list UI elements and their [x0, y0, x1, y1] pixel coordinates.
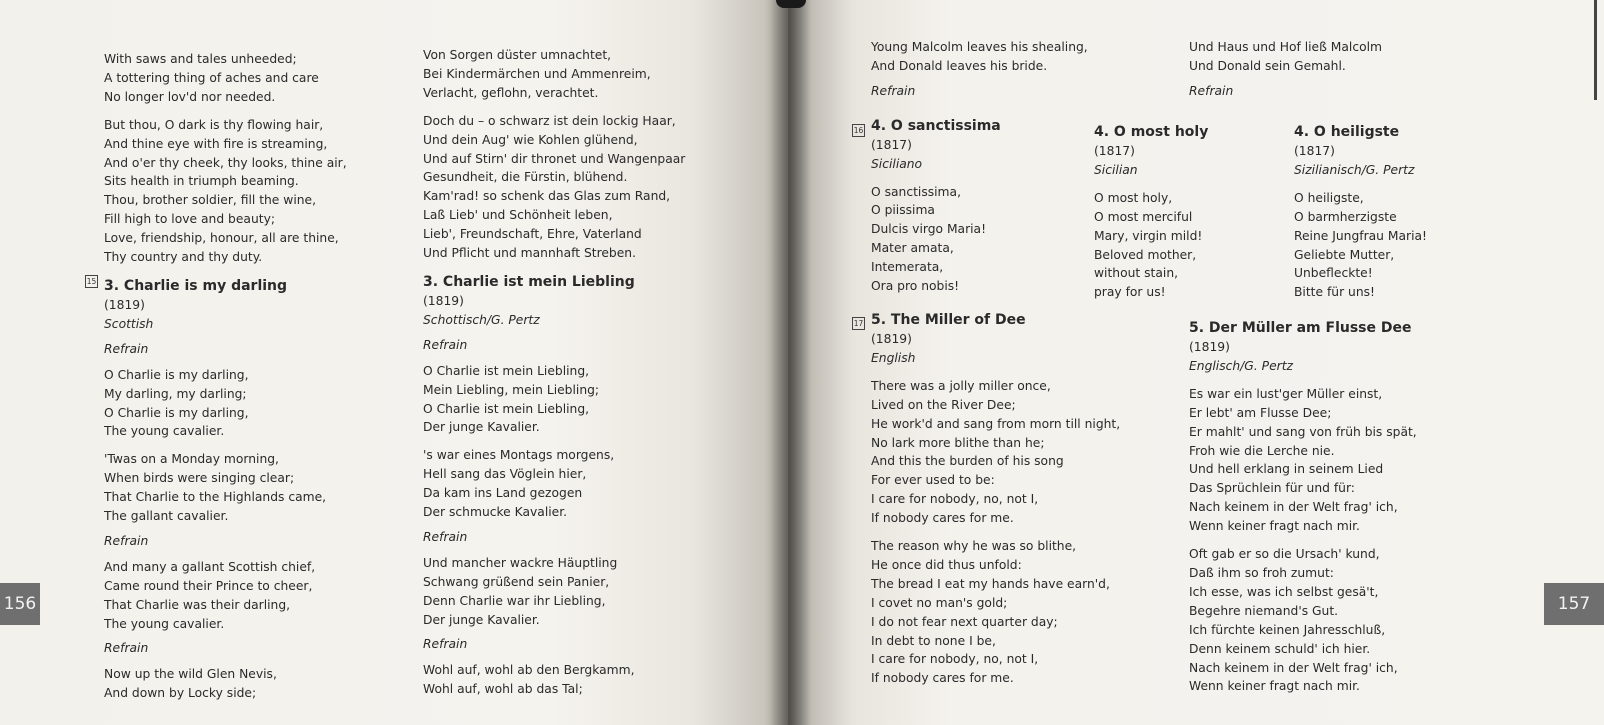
soldier-stanza: But thou, O dark is thy flowing hair, And thine eye with fire is streaming, And o'er thy cheek, thy looks, thine air, Sits health in triumph beaming. Thou, brother soldier, fill the wine, Fill high to love and beauty; Love, friendship, honour, all are thine, Thy country and thy duty. [104, 117, 347, 265]
refrain-lines: O Charlie is my darling, My darling, my darling; O Charlie is my darling, The young cavalier. [104, 367, 249, 439]
page-edge [1594, 0, 1597, 100]
opening-stanza: Von Sorgen düster umnachtet, Bei Kindermärchen und Ammenreim, Verlacht, geflohn, verachtet. [423, 48, 651, 100]
song-title: 4. O heiligste [1294, 124, 1400, 140]
verse: Und mancher wackre Häuptling Schwang grüßend sein Panier, Denn Charlie war ihr Liebling, Der junge Kavalier. [423, 555, 618, 627]
refrain-label: Refrain [423, 337, 468, 352]
opening-lines: Young Malcolm leaves his shealing, And Donald leaves his bride. [871, 40, 1088, 73]
verse: And many a gallant Scottish chief, Came round their Prince to cheer, That Charlie was their darling, The young cavalier. [104, 559, 316, 631]
opening-lines: Und Haus und Hof ließ Malcolm Und Donald sein Gemahl. [1189, 40, 1383, 73]
right-page [788, 0, 1604, 725]
song-origin: English [871, 350, 916, 365]
song-title: 3. Charlie ist mein Liebling [423, 273, 635, 290]
song-year: (1817) [1294, 144, 1335, 158]
song-year: (1819) [423, 293, 464, 308]
song-title: 4. O most holy [1094, 124, 1209, 140]
song-origin: Sicilian [1094, 162, 1138, 177]
refrain-label: Refrain [104, 341, 149, 356]
refrain-label: Refrain [104, 641, 149, 656]
binding-notch [776, 0, 806, 8]
verse: Wohl auf, wohl ab den Bergkamm, Wohl auf, wohl ab das Tal; [423, 663, 635, 697]
right-page-german-hymn [1294, 122, 1427, 302]
soldier-stanza: Doch du – o schwarz ist dein lockig Haar, Und dein Aug' wie Kohlen glühend, Und auf Stirn' dir thronet und Wangenpaar Gesundheit, die Fürstin, blühend. Kam'rad! so schenk das Glas zum Rand, Laß Lieb' und Schönheit leben, Lieb', Freundschaft, Ehre, Vaterland Und Pflicht und mannhaft Streben. [423, 113, 686, 261]
right-page-english-column [871, 38, 1120, 688]
song-year: (1819) [104, 297, 145, 312]
right-page-german-column [1189, 38, 1382, 108]
song-year: (1817) [1094, 144, 1135, 158]
song-title: 5. The Miller of Dee [871, 311, 1026, 328]
left-page-german-column [423, 46, 685, 699]
hymn-lines: O sanctissima, O piissima Dulcis virgo Maria! Mater amata, Intemerata, Ora pro nobis! [871, 184, 987, 294]
left-page-english-column [104, 50, 347, 703]
verse: 'Twas on a Monday morning, When birds were singing clear; That Charlie to the Highlands came, The gallant cavalier. [104, 452, 327, 524]
verse: Es war ein lust'ger Müller einst, Er lebt' am Flusse Dee; Er mahlt' und sang von früh bis spät, Froh wie die Lerche nie. Und hell erklang in seinem Lied Das Sprüchlein für und für: Nach keinem in der Welt frag' ich, Wenn keiner fragt nach mir. [1189, 386, 1417, 534]
song-number-box: 17 [853, 319, 864, 328]
refrain-label: Refrain [1189, 83, 1234, 98]
refrain-label: Refrain [871, 83, 916, 98]
song-origin: Schottisch/G. Pertz [423, 312, 540, 327]
song-origin: Scottish [104, 316, 154, 331]
song-origin: Sizilianisch/G. Pertz [1294, 162, 1415, 177]
right-page-german-miller [1189, 318, 1417, 696]
song-year: (1819) [1189, 340, 1230, 354]
left-page [0, 0, 788, 725]
refrain-label: Refrain [423, 637, 468, 652]
refrain-lines: O Charlie ist mein Liebling, Mein Liebling, mein Liebling; O Charlie ist mein Liebling, Der junge Kavalier. [423, 363, 600, 435]
left-page-number: 156 [0, 583, 40, 625]
hymn-lines: O most holy, O most merciful Mary, virgin mild! Beloved mother, without stain, pray for us! [1094, 190, 1203, 300]
song-title: 4. O sanctissima [871, 117, 1001, 134]
right-page-number: 157 [1544, 583, 1604, 625]
refrain-label: Refrain [423, 529, 468, 544]
refrain-label: Refrain [104, 533, 149, 548]
song-year: (1817) [871, 137, 912, 152]
song-number-box: 16 [853, 126, 864, 135]
song-title: 5. Der Müller am Flusse Dee [1189, 320, 1412, 336]
song-origin: Siciliano [871, 156, 923, 171]
song-year: (1819) [871, 331, 912, 346]
verse: There was a jolly miller once, Lived on the River Dee; He work'd and sang from morn till night, No lark more blithe than he; And this the burden of his song For ever used to be: I care for nobody, no, not I, If nobody cares for me. [871, 378, 1121, 526]
verse: Oft gab er so die Ursach' kund, Daß ihm so froh zumut: Ich esse, was ich selbst gesä't, Begehre niemand's Gut. Ich fürchte keinen Jahresschluß, Denn keinem schuld' ich hier. Nach keinem in der Welt frag' ich, Wenn keiner fragt nach mir. [1189, 547, 1398, 694]
opening-stanza: With saws and tales unheeded; A tottering thing of aches and care No longer lov'd nor needed. [104, 52, 319, 104]
book-spine-shadow [770, 0, 810, 725]
song-origin: Englisch/G. Pertz [1189, 358, 1293, 373]
verse: The reason why he was so blithe, He once did thus unfold: The bread I eat my hands have earn'd, I covet no man's gold; I do not fear next quarter day; In debt to none I be, I care for nobody, no, not I, If nobody cares for me. [871, 539, 1110, 686]
song-number-box: 15 [86, 277, 97, 286]
right-page-translation-column [1094, 122, 1208, 302]
verse: 's war eines Montags morgens, Hell sang das Vöglein hier, Da kam ins Land gezogen Der schmucke Kavalier. [423, 448, 615, 520]
song-title: 3. Charlie is my darling [104, 277, 288, 294]
hymn-lines: O heiligste, O barmherzigste Reine Jungfrau Maria! Geliebte Mutter, Unbefleckte! Bitte für uns! [1294, 190, 1427, 300]
verse: Now up the wild Glen Nevis, And down by Locky side; [104, 667, 277, 701]
